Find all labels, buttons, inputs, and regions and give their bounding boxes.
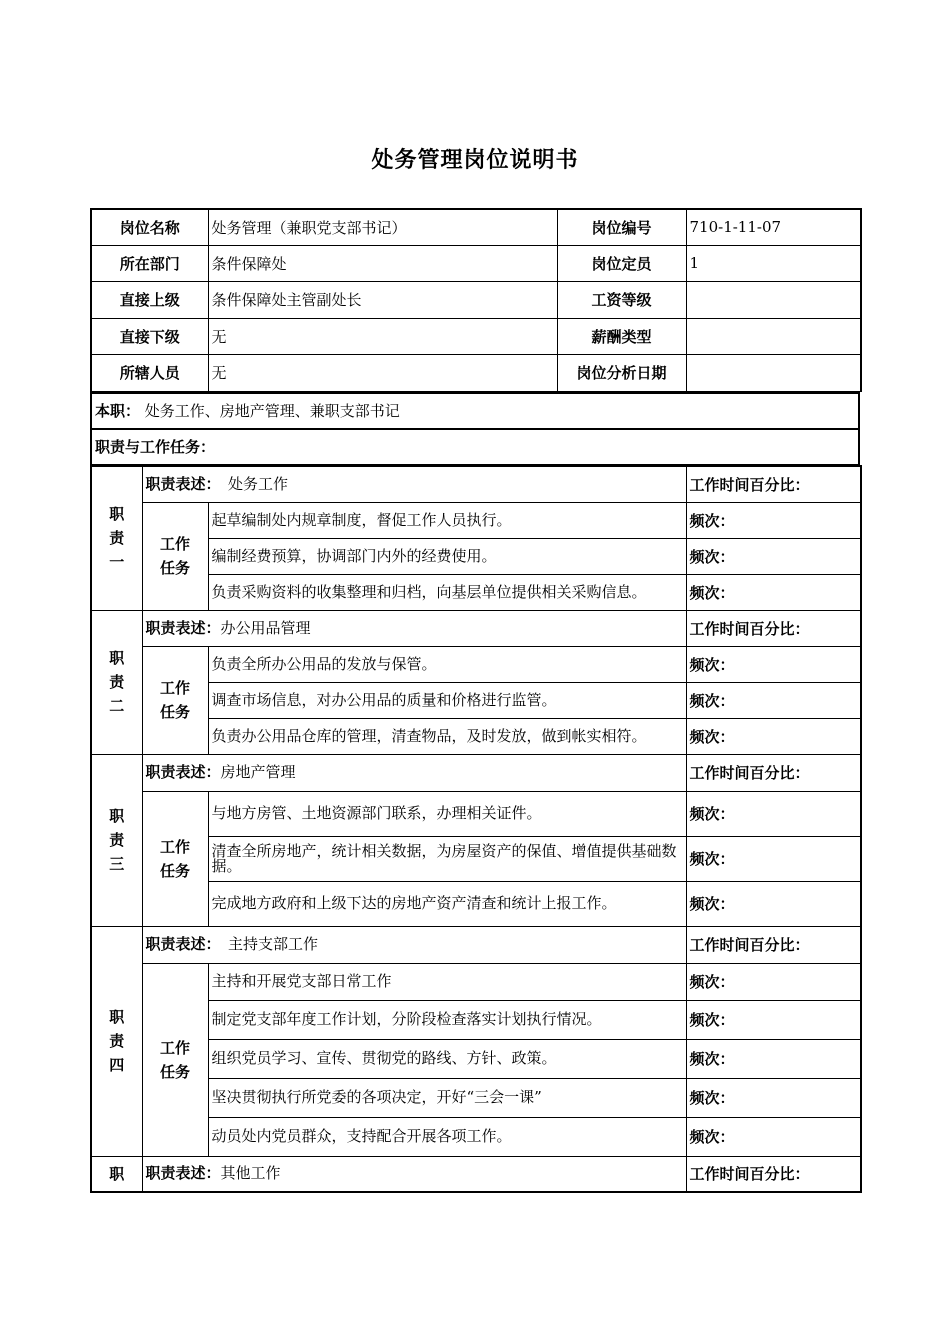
duty-side-label: [91, 926, 142, 1156]
duty-1-desc-row: [142, 466, 686, 502]
headcount-value: 1: [686, 245, 861, 281]
duty-4-side: 职责四: [109, 1008, 125, 1074]
duties-heading: 职责与工作任务：: [91, 429, 859, 465]
task-label-text: 工作任务: [159, 837, 190, 880]
page-title: 处务管理岗位说明书: [371, 148, 579, 173]
freq-label: 频次：: [686, 682, 861, 718]
position-info-table: [90, 208, 862, 392]
freq-label: 频次：: [686, 574, 861, 610]
position-name-label: 岗位名称: [91, 209, 208, 245]
task-item: 负责采购资料的收集整理和归档，向基层单位提供相关采购信息。: [208, 574, 686, 610]
time-pct-label: 工作时间百分比：: [686, 754, 861, 791]
analysis-date-value: [686, 354, 861, 391]
duty-desc-label: 职责表述：: [145, 1164, 221, 1183]
freq-label: 频次：: [686, 836, 861, 881]
freq-label: 频次：: [686, 1117, 861, 1156]
duty-5-desc: 其他工作: [220, 1164, 281, 1183]
duty-3-side: 职责三: [109, 807, 125, 873]
job-description-table: [90, 208, 860, 1193]
freq-label: 频次：: [686, 963, 861, 1000]
salary-grade-value: [686, 281, 861, 318]
task-label-text: 工作任务: [159, 679, 190, 721]
superior-value: 条件保障处主管副处长: [208, 281, 557, 318]
core-duty-row: [91, 393, 859, 429]
salary-grade-label: 工资等级: [557, 281, 686, 318]
superior-label: 直接上级: [91, 281, 208, 318]
duty-side-label: [91, 610, 142, 754]
jurisdiction-value: 无: [208, 354, 557, 391]
time-pct-label: 工作时间百分比：: [686, 1156, 861, 1192]
task-item: 与地方房管、土地资源部门联系，办理相关证件。: [208, 791, 686, 836]
headcount-label: 岗位定员: [557, 245, 686, 281]
freq-label: 频次：: [686, 1039, 861, 1078]
duties-table: [90, 465, 862, 1193]
position-no-value: 710-1-11-07: [686, 209, 861, 245]
freq-label: 频次：: [686, 1078, 861, 1117]
department-value: 条件保障处: [208, 245, 557, 281]
duty-desc-label: 职责表述：: [145, 763, 221, 781]
duty-desc-label: 职责表述：: [145, 935, 214, 953]
task-label-text: 工作任务: [159, 535, 190, 577]
freq-label: 频次：: [686, 1000, 861, 1039]
task-label: [142, 963, 208, 1156]
duty-2-side: 职责二: [109, 649, 125, 715]
time-pct-label: 工作时间百分比：: [686, 926, 861, 963]
duty-4-desc-row: [142, 926, 686, 963]
task-label: [142, 646, 208, 754]
duty-5-side: 职: [91, 1156, 142, 1192]
position-name-value: 处务管理（兼职党支部书记）: [208, 209, 557, 245]
analysis-date-label: 岗位分析日期: [557, 354, 686, 391]
freq-label: 频次：: [686, 538, 861, 574]
task-item: 组织党员学习、宣传、贯彻党的路线、方针、政策。: [208, 1039, 686, 1078]
duty-3-desc-row: [142, 754, 686, 791]
duty-1-side: 职责一: [109, 505, 125, 572]
duty-5-desc-row: [142, 1156, 686, 1192]
task-label: [142, 502, 208, 610]
time-pct-label: 工作时间百分比：: [686, 610, 861, 646]
task-label-text: 工作任务: [159, 1038, 190, 1081]
duty-1-desc: 处务工作: [213, 474, 289, 493]
jurisdiction-label: 所辖人员: [91, 354, 208, 391]
task-label: [142, 791, 208, 926]
task-item: 坚决贯彻执行所党委的各项决定，开好“三会一课”: [208, 1078, 686, 1117]
freq-label: 频次：: [686, 791, 861, 836]
freq-label: 频次：: [686, 881, 861, 926]
duty-4-desc: 主持支部工作: [213, 935, 319, 953]
task-item: 动员处内党员群众，支持配合开展各项工作。: [208, 1117, 686, 1156]
task-item: 编制经费预算，协调部门内外的经费使用。: [208, 538, 686, 574]
task-item: 调查市场信息，对办公用品的质量和价格进行监管。: [208, 682, 686, 718]
duty-side-label: [91, 466, 142, 610]
pay-type-label: 薪酬类型: [557, 318, 686, 354]
position-no-label: 岗位编号: [557, 209, 686, 245]
subordinate-label: 直接下级: [91, 318, 208, 354]
task-item: 制定党支部年度工作计划，分阶段检查落实计划执行情况。: [208, 1000, 686, 1039]
task-item: 清查全所房地产，统计相关数据，为房屋资产的保值、增值提供基础数据。: [208, 836, 686, 881]
duty-desc-label: 职责表述：: [145, 618, 221, 637]
duty-side-label: [91, 754, 142, 926]
task-item: 完成地方政府和上级下达的房地产资产清查和统计上报工作。: [208, 881, 686, 926]
duty-2-desc: 办公用品管理: [220, 618, 311, 637]
duty-desc-label: 职责表述：: [145, 474, 214, 493]
time-pct-label: 工作时间百分比：: [686, 466, 861, 502]
task-item: 主持和开展党支部日常工作: [208, 963, 686, 1000]
task-item: 负责办公用品仓库的管理，清查物品，及时发放，做到帐实相符。: [208, 718, 686, 754]
pay-type-value: [686, 318, 861, 354]
subordinate-value: 无: [208, 318, 557, 354]
core-duty-label: 本职：: [95, 402, 141, 420]
core-duty-table: [90, 392, 860, 466]
department-label: 所在部门: [91, 245, 208, 281]
core-duty-text: 处务工作、房地产管理、兼职支部书记: [144, 402, 400, 420]
duty-2-desc-row: [142, 610, 686, 646]
freq-label: 频次：: [686, 718, 861, 754]
task-item: 起草编制处内规章制度，督促工作人员执行。: [208, 502, 686, 538]
task-item: 负责全所办公用品的发放与保管。: [208, 646, 686, 682]
freq-label: 频次：: [686, 646, 861, 682]
duty-3-desc: 房地产管理: [220, 763, 296, 781]
freq-label: 频次：: [686, 502, 861, 538]
